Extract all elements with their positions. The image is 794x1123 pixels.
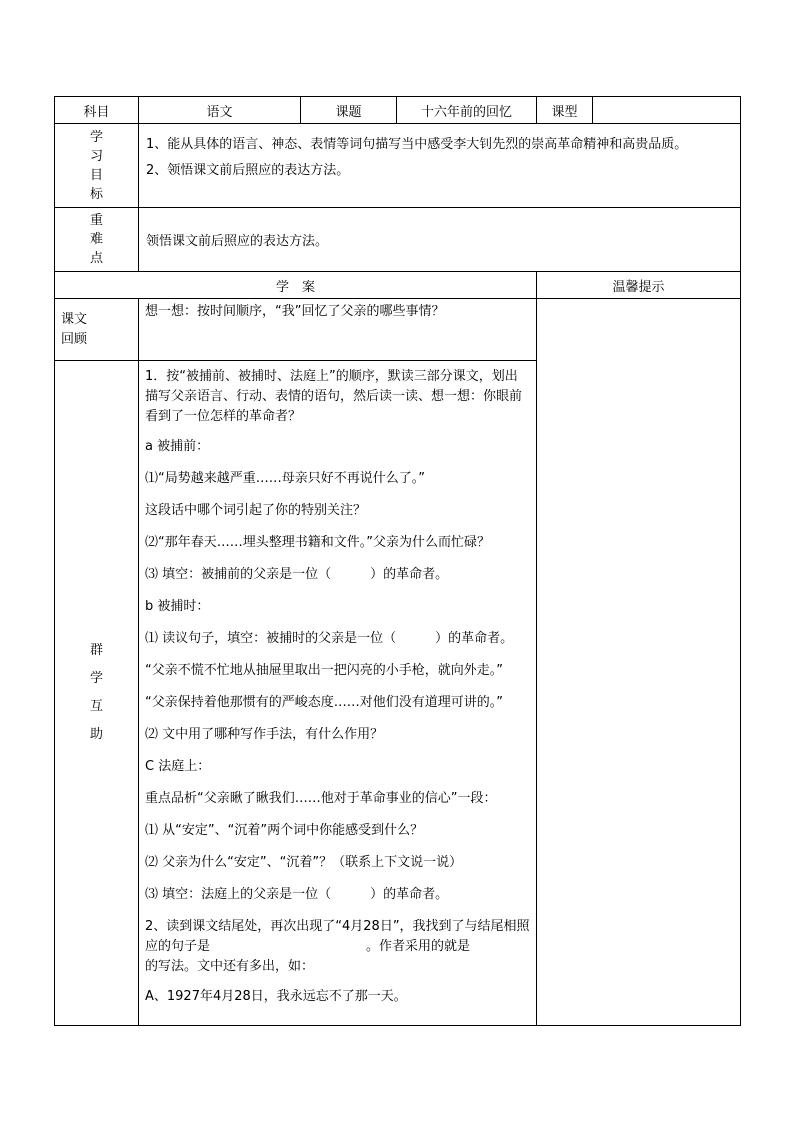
key-points-row	[55, 208, 741, 272]
lesson-plan-table	[54, 96, 741, 1026]
paragraph: b 被捕时：	[145, 599, 210, 614]
topic-value: 十六年前的回忆	[397, 97, 537, 124]
review-label: 课文 回顾	[55, 299, 139, 361]
paragraph: “父亲保持着他那惯有的严峻态度……对他们没有道理可讲的。”	[145, 695, 503, 710]
key-points-label: 重 难 点	[55, 208, 139, 272]
subject-label: 科目	[55, 97, 139, 124]
header-row	[55, 97, 741, 124]
objective-item: 1、能从具体的语言、神态、表情等词句描写当中感受李大钊先烈的崇高革命精神和高贵品质。	[146, 137, 688, 152]
tips-content	[537, 299, 741, 1026]
review-row	[55, 299, 741, 361]
section-header-row	[55, 272, 741, 299]
paragraph: ⑵“那年春天……埋头整理书籍和文件。”父亲为什么而忙碌？	[145, 535, 490, 550]
paragraph: C 法庭上：	[145, 759, 211, 774]
tips-heading: 温馨提示	[537, 272, 741, 299]
topic-label: 课题	[301, 97, 397, 124]
paragraph: ⑵ 文中用了哪种写作手法，有什么作用？	[145, 727, 384, 742]
group-study-label: 群 学 互 助	[55, 361, 139, 1026]
paragraph: A、1927年4月28日，我永远忘不了那一天。	[145, 989, 407, 1004]
paragraph: ⑶ 填空：法庭上的父亲是一位（ ）的革命者。	[145, 887, 449, 902]
paragraph: a 被捕前：	[145, 439, 210, 454]
paragraph: 这段话中哪个词引起了你的特别关注？	[145, 503, 367, 518]
group-study-content	[139, 361, 549, 1026]
lesson-plan-page	[54, 96, 740, 1026]
paragraph: 2、读到课文结尾处，再次出现了“4月28日”，我找到了与结尾相照应的句子是 。作者采用的就是 的写法。文中还有多出，如：	[145, 919, 549, 974]
objectives-label: 学 习 目 标	[55, 124, 139, 208]
paragraph: ⑴“局势越来越严重……母亲只好不再说什么了。”	[145, 471, 425, 486]
objective-item: 2、领悟课文前后照应的表达方法。	[146, 163, 350, 178]
study-plan-heading: 学 案	[55, 272, 537, 299]
key-points-content: 领悟课文前后照应的表达方法。	[139, 208, 741, 272]
objectives-row	[55, 124, 741, 208]
paragraph: ⑴ 从“安定”、“沉着”两个词中你能感受到什么？	[145, 823, 424, 838]
paragraph: 重点品析“父亲瞅了瞅我们……他对于革命事业的信心”一段：	[145, 791, 497, 806]
objectives-content	[139, 124, 741, 208]
type-label: 课型	[537, 97, 593, 124]
paragraph: “父亲不慌不忙地从抽屉里取出一把闪亮的小手枪，就向外走。”	[145, 663, 503, 678]
paragraph: 1．按“被捕前、被捕时、法庭上”的顺序，默读三部分课文，划出描写父亲语言、行动、表情的语句，然后读一读、想一想：你眼前看到了一位怎样的革命者？	[145, 369, 523, 424]
paragraph: ⑴ 读议句子，填空：被捕时的父亲是一位（ ）的革命者。	[145, 631, 514, 646]
review-question: 想一想：按时间顺序，“我”回忆了父亲的哪些事情？	[139, 299, 537, 361]
paragraph: ⑵ 父亲为什么“安定”、“沉着”？（联系上下文说一说）	[145, 855, 463, 870]
subject-value: 语文	[139, 97, 301, 124]
paragraph: ⑶ 填空：被捕前的父亲是一位（ ）的革命者。	[145, 567, 449, 582]
type-value	[593, 97, 741, 124]
